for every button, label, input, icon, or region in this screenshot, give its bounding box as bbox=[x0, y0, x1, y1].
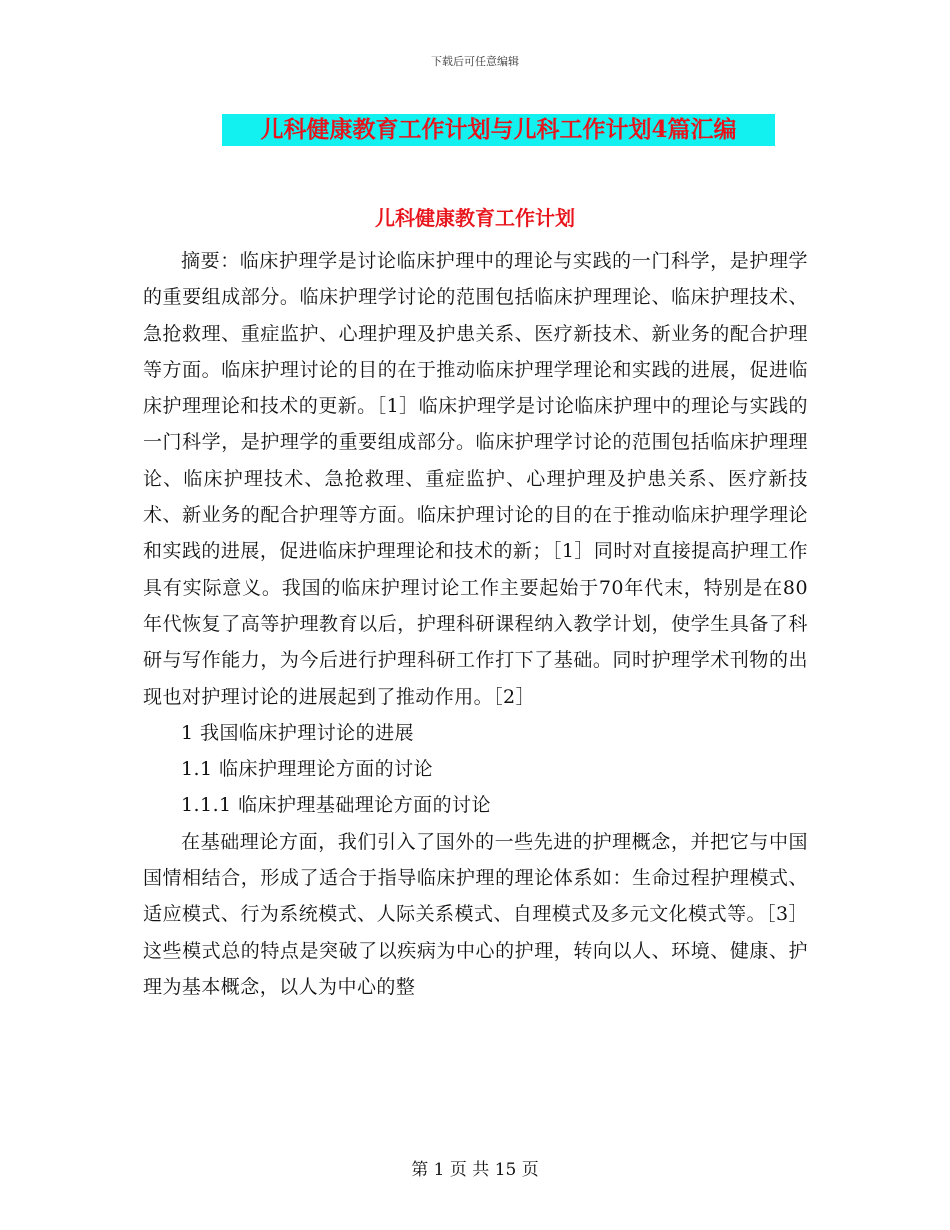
document-title: 儿科健康教育工作计划与儿科工作计划4篇汇编 bbox=[222, 114, 775, 146]
body-paragraph: 在基础理论方面，我们引入了国外的一些先进的护理概念，并把它与中国国情相结合，形成了适合于指导临床护理的理论体系如：生命过程护理模式、适应模式、行为系统模式、人际关系模式、自理模式及多元文化模式等。［3］这些模式总的特点是突破了以疾病为中心的护理，转向以人、环境、健康、护理为基本概念，以人为中心的整 bbox=[143, 830, 808, 998]
heading-1-1: 1.1 临床护理理论方面的讨论 bbox=[181, 758, 434, 781]
section-title: 儿科健康教育工作计划 bbox=[375, 206, 575, 230]
page-footer: 第 1 页 共 15 页 bbox=[411, 1160, 539, 1180]
abstract-paragraph: 摘要：临床护理学是讨论临床护理中的理论与实践的一门科学，是护理学的重要组成部分。临床护理学讨论的范围包括临床护理理论、临床护理技术、急抢救理、重症监护、心理护理及护患关系、医疗新技术、新业务的配合护理等方面。临床护理讨论的目的在于推动临床护理学理论和实践的进展，促进临床护理理论和技术的更新。［1］临床护理学是讨论临床护理中的理论与实践的一门科学，是护理学的重要组成部分。临床护理学讨论的范围包括临床护理理论、临床护理技术、急抢救理、重症监护、心理护理及护患关系、医疗新技术、新业务的配合护理等方面。临床护理讨论的目的在于推动临床护理学理论和实践的进展，促进临床护理理论和技术的新；［1］同时对直接提高护理工作具有实际意义。我国的临床护理讨论工作主要起始于70年代末，特别是在80年代恢复了高等护理教育以后，护理科研课程纳入教学计划，使学生具备了科研与写作能力，为今后进行护理科研工作打下了基础。同时护理学术刊物的出现也对护理讨论的进展起到了推动作用。［2］ bbox=[143, 250, 808, 708]
heading-1-1-1: 1.1.1 临床护理基础理论方面的讨论 bbox=[181, 794, 491, 817]
heading-1: 1 我国临床护理讨论的进展 bbox=[181, 721, 414, 744]
header-note: 下载后可任意编辑 bbox=[431, 55, 519, 68]
document-body bbox=[143, 243, 808, 1005]
